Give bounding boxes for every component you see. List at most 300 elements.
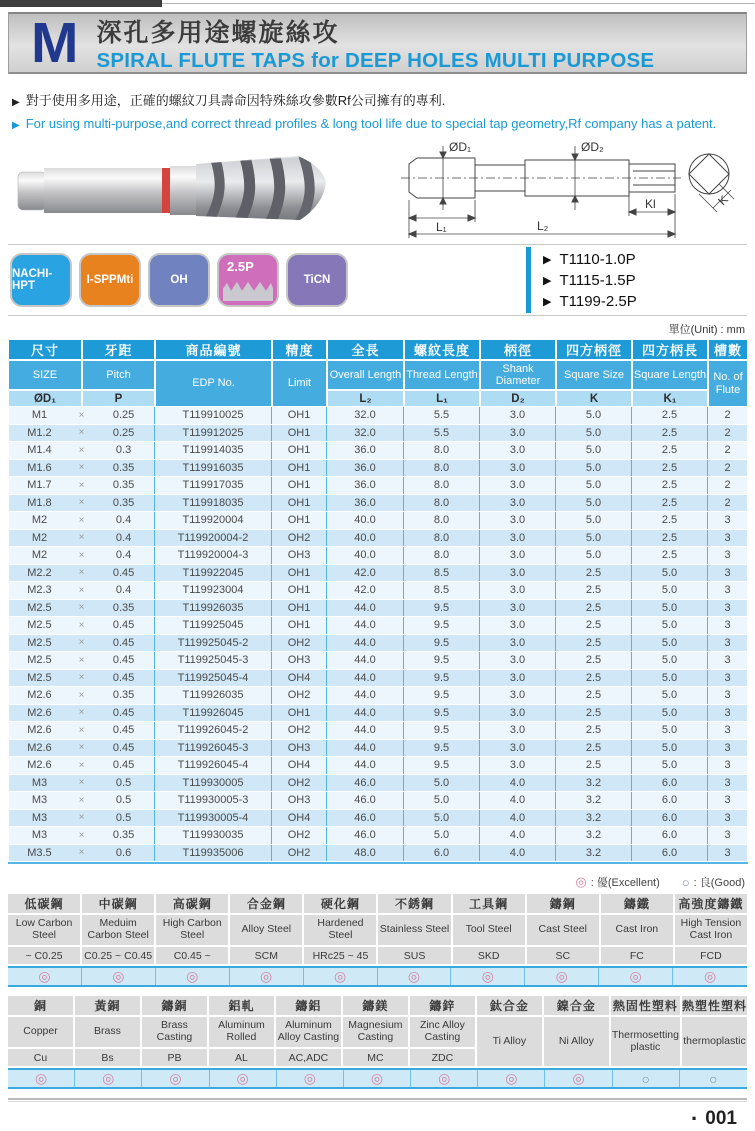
spec-header-sym-7: K <box>556 390 632 407</box>
rating-excellent-icon: ◎ <box>333 968 347 984</box>
cell-edp-no: T119923004 <box>155 582 272 599</box>
size-value: M1.6 <box>27 461 52 474</box>
diagram-label-l2: L₂ <box>537 219 549 233</box>
material-code: HRc25 ~ 45 <box>304 947 376 964</box>
spec-header-sym-0: ØD₁ <box>8 390 82 407</box>
rating-excellent-icon: ◎ <box>555 968 568 984</box>
size-value: M1 <box>31 409 48 422</box>
cell-square-length: 2.5 <box>632 547 708 564</box>
spec-table <box>8 339 747 864</box>
cell-limit: OH1 <box>272 582 327 599</box>
cell-overall-length: 42.0 <box>327 565 404 582</box>
cell-edp-no: T119935006 <box>155 845 272 862</box>
cell-shank-diameter: 3.0 <box>480 512 556 529</box>
multiply-sign: × <box>78 637 85 649</box>
size-value: M2.6 <box>27 759 52 772</box>
material-code: MC <box>343 1049 408 1066</box>
note-zh <box>12 90 747 109</box>
cell-square-size: 2.5 <box>556 652 632 669</box>
rating-cell <box>142 1070 209 1087</box>
cell-limit: OH1 <box>272 705 327 722</box>
cell-limit: OH4 <box>272 810 327 827</box>
spec-header-zh-7: 四方柄徑 <box>556 339 632 360</box>
cell-limit: OH3 <box>272 740 327 757</box>
cell-shank-diameter: 4.0 <box>480 810 556 827</box>
cell-overall-length: 46.0 <box>327 827 404 844</box>
material-code: ZDC <box>410 1049 475 1066</box>
cell-shank-diameter: 3.0 <box>480 495 556 512</box>
material-name-en: Tool Steel <box>453 915 525 945</box>
size-pitch-cell <box>8 407 155 424</box>
material-code: C0.45 ~ <box>156 947 228 964</box>
size-pitch-cell <box>8 810 155 827</box>
size-value: M3 <box>31 829 48 842</box>
material-name-en: Zinc Alloy Casting <box>410 1017 475 1047</box>
triangle-bullet-icon: ▶ <box>12 120 20 131</box>
material-code: SCM <box>230 947 302 964</box>
table-row <box>8 652 748 670</box>
note-en-text: For using multi-purpose,and correct thread profiles & long tool life due to special tap geometry,Rf company has a patent. <box>25 116 717 131</box>
pitch-value: 0.35 <box>112 496 135 509</box>
rating-cell <box>82 968 156 985</box>
cell-overall-length: 44.0 <box>327 670 404 687</box>
pitch-value: 0.4 <box>115 584 132 597</box>
multiply-sign: × <box>78 812 85 824</box>
cell-square-size: 5.0 <box>556 512 632 529</box>
pitch-value: 0.3 <box>115 444 132 457</box>
product-row <box>8 138 747 242</box>
spec-header-zh-8: 四方柄長 <box>632 339 708 360</box>
cell-thread-length: 5.5 <box>404 407 480 424</box>
diagram-label-d1: ØD₁ <box>449 140 472 154</box>
cell-shank-diameter: 4.0 <box>480 792 556 809</box>
cell-square-size: 2.5 <box>556 565 632 582</box>
cell-shank-diameter: 3.0 <box>480 582 556 599</box>
model-label: T1115-1.5P <box>559 271 636 289</box>
cell-edp-no: T119920004-2 <box>155 530 272 547</box>
rating-good-icon: ○ <box>709 1070 718 1087</box>
spec-header-zh-9: 槽數 <box>708 339 748 360</box>
spec-header-en-1: Pitch <box>82 360 155 390</box>
size-value: M3 <box>31 776 48 789</box>
material-name-zh: 鑄鐵 <box>601 894 673 913</box>
table-row <box>8 582 748 600</box>
badge-2-5p <box>217 253 279 307</box>
rating-cell <box>478 1070 545 1087</box>
size-pitch-cell <box>8 845 155 862</box>
multiply-sign: × <box>78 759 85 771</box>
cell-limit: OH2 <box>272 775 327 792</box>
cell-square-length: 6.0 <box>632 792 708 809</box>
page-title-zh: 深孔多用途螺旋絲攻 <box>96 19 340 47</box>
multiply-sign: × <box>78 532 85 544</box>
tap-dimension-diagram <box>397 138 745 242</box>
material-code: SUS <box>378 947 450 964</box>
cell-overall-length: 32.0 <box>327 407 404 424</box>
diagram-label-k: K <box>715 192 731 209</box>
material-name-en: Copper <box>8 1017 73 1047</box>
top-strip <box>0 0 162 7</box>
cell-thread-length: 8.0 <box>404 460 480 477</box>
cell-limit: OH1 <box>272 617 327 634</box>
table-row <box>8 530 748 548</box>
rating-cell <box>411 1070 478 1087</box>
cell-flutes: 2 <box>708 442 748 459</box>
unit-note: 單位(Unit) : mm <box>668 324 745 336</box>
model-label: T1110-1.0P <box>559 250 636 268</box>
cell-edp-no: T119926045-4 <box>155 757 272 774</box>
multiply-sign: × <box>78 409 85 421</box>
cell-edp-no: T119925045-3 <box>155 652 272 669</box>
model-list <box>526 247 637 313</box>
cell-square-size: 5.0 <box>556 407 632 424</box>
cell-flutes: 2 <box>708 477 748 494</box>
cell-thread-length: 9.5 <box>404 722 480 739</box>
cell-edp-no: T119925045-2 <box>155 635 272 652</box>
table-row <box>8 495 748 513</box>
material-rating-row <box>8 1068 747 1089</box>
cell-square-size: 2.5 <box>556 670 632 687</box>
cell-edp-no: T119925045-4 <box>155 670 272 687</box>
cell-edp-no: T119930005-3 <box>155 792 272 809</box>
material-code: PB <box>142 1049 207 1066</box>
badge-i-sppmti <box>79 253 141 307</box>
size-value: M1.7 <box>27 479 52 492</box>
cell-overall-length: 36.0 <box>327 477 404 494</box>
cell-square-length: 6.0 <box>632 827 708 844</box>
table-row <box>8 635 748 653</box>
size-value: M2 <box>31 531 48 544</box>
cell-shank-diameter: 3.0 <box>480 407 556 424</box>
rating-excellent-icon: ◎ <box>629 968 642 984</box>
pitch-value: 0.5 <box>115 811 132 824</box>
multiply-sign: × <box>78 672 85 684</box>
rating-cell <box>525 968 599 985</box>
size-value: M2.5 <box>27 636 52 649</box>
pitch-value: 0.35 <box>112 461 135 474</box>
cell-flutes: 3 <box>708 687 748 704</box>
pitch-value: 0.45 <box>112 706 135 719</box>
cell-edp-no: T119917035 <box>155 477 272 494</box>
badge-label: OH <box>170 274 188 286</box>
cell-square-size: 2.5 <box>556 617 632 634</box>
multiply-sign: × <box>78 462 85 474</box>
cell-flutes: 3 <box>708 547 748 564</box>
cell-edp-no: T119926035 <box>155 687 272 704</box>
material-name-en: Magnesium Casting <box>343 1017 408 1047</box>
material-name-zh: 熱固性塑料 <box>611 996 680 1015</box>
material-code: SKD <box>453 947 525 964</box>
cell-overall-length: 44.0 <box>327 757 404 774</box>
size-pitch-cell <box>8 442 155 459</box>
cell-square-length: 2.5 <box>632 425 708 442</box>
triangle-bullet-icon: ▶ <box>12 97 20 108</box>
rating-excellent-icon: ◎ <box>703 968 717 984</box>
cell-flutes: 3 <box>708 670 748 687</box>
rating-cell <box>545 1070 612 1087</box>
note-en <box>12 116 747 131</box>
cell-overall-length: 46.0 <box>327 792 404 809</box>
titles <box>96 13 654 73</box>
cell-limit: OH1 <box>272 565 327 582</box>
cell-limit: OH3 <box>272 792 327 809</box>
table-row <box>8 687 748 705</box>
rating-good-icon: ○ <box>641 1070 650 1087</box>
material-code: FC <box>601 947 673 964</box>
multiply-sign: × <box>78 689 85 701</box>
rating-excellent-icon: ◎ <box>370 1070 384 1086</box>
cell-flutes: 2 <box>708 460 748 477</box>
cell-thread-length: 5.5 <box>404 425 480 442</box>
cell-square-length: 5.0 <box>632 635 708 652</box>
cell-limit: OH4 <box>272 670 327 687</box>
cell-thread-length: 9.5 <box>404 740 480 757</box>
multiply-sign: × <box>78 497 85 509</box>
size-pitch-cell <box>8 617 155 634</box>
badge-row <box>8 247 747 313</box>
material-code: SC <box>527 947 599 964</box>
legend-good <box>682 874 745 890</box>
cell-shank-diameter: 3.0 <box>480 740 556 757</box>
multiply-sign: × <box>78 829 85 841</box>
size-pitch-cell <box>8 792 155 809</box>
cell-flutes: 2 <box>708 407 748 424</box>
material-name-en: Ni Alloy <box>544 1017 609 1066</box>
cell-square-size: 5.0 <box>556 477 632 494</box>
size-value: M2.5 <box>27 619 52 632</box>
cell-flutes: 3 <box>708 740 748 757</box>
cell-square-length: 5.0 <box>632 652 708 669</box>
material-name-zh: 鎳合金 <box>544 996 609 1015</box>
cell-edp-no: T119920004-3 <box>155 547 272 564</box>
cell-square-size: 3.2 <box>556 845 632 862</box>
cell-thread-length: 9.5 <box>404 757 480 774</box>
multiply-sign: × <box>78 479 85 491</box>
table-row <box>8 477 748 495</box>
size-pitch-cell <box>8 687 155 704</box>
material-table-nonferrous <box>8 996 747 1089</box>
rating-cell <box>344 1070 411 1087</box>
cell-square-length: 5.0 <box>632 617 708 634</box>
section-divider <box>8 244 747 245</box>
rating-excellent-icon: ◎ <box>34 1070 48 1086</box>
table-row <box>8 425 748 443</box>
multiply-sign: × <box>78 794 85 806</box>
material-name-en: Meduim Carbon Steel <box>82 915 154 945</box>
cell-limit: OH1 <box>272 495 327 512</box>
cell-flutes: 3 <box>708 530 748 547</box>
model-item-0 <box>543 251 637 268</box>
size-pitch-cell <box>8 512 155 529</box>
cell-overall-length: 36.0 <box>327 460 404 477</box>
table-row <box>8 565 748 583</box>
cell-limit: OH1 <box>272 477 327 494</box>
section-divider <box>8 315 747 316</box>
rating-cell <box>451 968 525 985</box>
material-name-zh: 銅 <box>8 996 73 1015</box>
cell-edp-no: T119926045 <box>155 705 272 722</box>
badge-label: NACHI-HPT <box>12 268 53 292</box>
table-row <box>8 442 748 460</box>
size-pitch-cell <box>8 495 155 512</box>
spec-header-en-4: Overall Length <box>327 360 404 390</box>
spec-header-en-8: Square Length <box>632 360 708 390</box>
cell-square-length: 2.5 <box>632 530 708 547</box>
cell-square-length: 5.0 <box>632 582 708 599</box>
material-code: Cu <box>8 1049 73 1066</box>
spec-header-en-6: Shank Diameter <box>480 360 556 390</box>
cell-square-size: 5.0 <box>556 547 632 564</box>
size-value: M1.8 <box>27 496 52 509</box>
multiply-sign: × <box>78 584 85 596</box>
rating-excellent-icon: ◎ <box>102 1070 115 1086</box>
page-footer <box>8 1102 747 1130</box>
cell-thread-length: 9.5 <box>404 670 480 687</box>
cell-limit: OH2 <box>272 635 327 652</box>
spec-header-zh-3: 精度 <box>272 339 327 360</box>
cell-thread-length: 5.0 <box>404 775 480 792</box>
cell-thread-length: 8.0 <box>404 547 480 564</box>
spec-header-zh-0: 尺寸 <box>8 339 82 360</box>
size-pitch-cell <box>8 722 155 739</box>
pitch-value: 0.4 <box>115 549 132 562</box>
cell-shank-diameter: 3.0 <box>480 565 556 582</box>
cell-square-size: 5.0 <box>556 495 632 512</box>
triangle-bullet-icon: ▶ <box>543 295 552 308</box>
cell-square-length: 5.0 <box>632 565 708 582</box>
size-value: M2.5 <box>27 601 52 614</box>
rating-excellent-icon: ◎ <box>260 968 273 984</box>
pitch-value: 0.35 <box>112 601 135 614</box>
pitch-value: 0.6 <box>115 846 132 859</box>
cell-shank-diameter: 3.0 <box>480 477 556 494</box>
table-row <box>8 670 748 688</box>
material-name-zh: 鑄鋅 <box>410 996 475 1015</box>
multiply-sign: × <box>78 514 85 526</box>
spec-header-sym-5: L₁ <box>404 390 480 407</box>
material-name-en: High Carbon Steel <box>156 915 228 945</box>
cell-limit: OH2 <box>272 845 327 862</box>
cell-thread-length: 9.5 <box>404 600 480 617</box>
title-band <box>8 12 747 74</box>
material-name-zh: 高強度鑄鐵 <box>675 894 747 913</box>
rating-excellent-icon: ◎ <box>186 968 199 984</box>
cell-overall-length: 44.0 <box>327 705 404 722</box>
cell-square-size: 3.2 <box>556 775 632 792</box>
feature-badges <box>10 253 348 307</box>
cell-overall-length: 44.0 <box>327 722 404 739</box>
material-name-en: Cast Steel <box>527 915 599 945</box>
notes <box>12 90 747 131</box>
table-row <box>8 512 748 530</box>
cell-limit: OH2 <box>272 687 327 704</box>
pitch-value: 0.35 <box>112 479 135 492</box>
size-pitch-cell <box>8 460 155 477</box>
material-name-en: Alloy Steel <box>230 915 302 945</box>
cell-limit: OH3 <box>272 652 327 669</box>
material-name-zh: 鈦合金 <box>477 996 542 1015</box>
material-name-zh: 高碳鋼 <box>156 894 228 913</box>
size-pitch-cell <box>8 775 155 792</box>
cell-flutes: 3 <box>708 705 748 722</box>
table-row <box>8 810 748 828</box>
size-pitch-cell <box>8 425 155 442</box>
cell-overall-length: 46.0 <box>327 775 404 792</box>
size-value: M2.6 <box>27 706 52 719</box>
table-row <box>8 547 748 565</box>
good-rating-icon: ○ <box>681 874 690 890</box>
legend-excellent-label: : 優(Excellent) <box>590 877 660 889</box>
material-name-en: Low Carbon Steel <box>8 915 80 945</box>
cell-limit: OH2 <box>272 722 327 739</box>
cell-overall-length: 36.0 <box>327 442 404 459</box>
size-value: M2 <box>31 549 48 562</box>
pitch-value: 0.45 <box>112 724 135 737</box>
spec-header-zh-4: 全長 <box>327 339 404 360</box>
model-list-bar <box>526 247 531 313</box>
model-item-2 <box>543 293 637 310</box>
material-code: FCD <box>675 947 747 964</box>
cell-edp-no: T119922045 <box>155 565 272 582</box>
cell-flutes: 3 <box>708 810 748 827</box>
badge-oh <box>148 253 210 307</box>
cell-square-size: 3.2 <box>556 827 632 844</box>
cell-flutes: 3 <box>708 722 748 739</box>
multiply-sign: × <box>78 707 85 719</box>
pitch-value: 0.5 <box>115 776 132 789</box>
size-value: M2.5 <box>27 654 52 667</box>
material-name-zh: 熱塑性塑料 <box>682 996 747 1015</box>
cell-flutes: 3 <box>708 792 748 809</box>
cell-thread-length: 5.0 <box>404 810 480 827</box>
pitch-value: 0.35 <box>112 689 135 702</box>
multiply-sign: × <box>78 444 85 456</box>
cell-overall-length: 40.0 <box>327 530 404 547</box>
cell-square-size: 2.5 <box>556 582 632 599</box>
cell-shank-diameter: 3.0 <box>480 460 556 477</box>
multiply-sign: × <box>78 549 85 561</box>
cell-limit: OH1 <box>272 460 327 477</box>
material-name-zh: 合金鋼 <box>230 894 302 913</box>
table-row <box>8 827 748 845</box>
cell-flutes: 3 <box>708 565 748 582</box>
size-value: M2.6 <box>27 689 52 702</box>
cell-overall-length: 36.0 <box>327 495 404 512</box>
badge-nachi-hpt <box>10 253 72 307</box>
size-value: M2 <box>31 514 48 527</box>
model-label: T1199-2.5P <box>559 292 637 310</box>
cell-thread-length: 8.0 <box>404 495 480 512</box>
material-code: Bs <box>75 1049 140 1066</box>
cell-square-length: 2.5 <box>632 512 708 529</box>
material-name-zh: 鋁軋 <box>209 996 274 1015</box>
rating-excellent-icon: ◎ <box>505 1070 518 1086</box>
spec-header-sym-8: K₁ <box>632 390 708 407</box>
cell-square-length: 5.0 <box>632 705 708 722</box>
cell-square-length: 2.5 <box>632 442 708 459</box>
cell-square-length: 5.0 <box>632 757 708 774</box>
cell-overall-length: 44.0 <box>327 617 404 634</box>
material-name-en: Thermosetting plastic <box>611 1017 680 1066</box>
pitch-value: 0.25 <box>112 409 135 422</box>
size-value: M2.6 <box>27 724 52 737</box>
spec-header-zh-2: 商品編號 <box>155 339 272 360</box>
section-letter: M <box>31 11 79 75</box>
rating-cell <box>210 1070 277 1087</box>
cell-flutes: 3 <box>708 582 748 599</box>
material-name-zh: 鑄鋼 <box>527 894 599 913</box>
cell-flutes: 2 <box>708 495 748 512</box>
